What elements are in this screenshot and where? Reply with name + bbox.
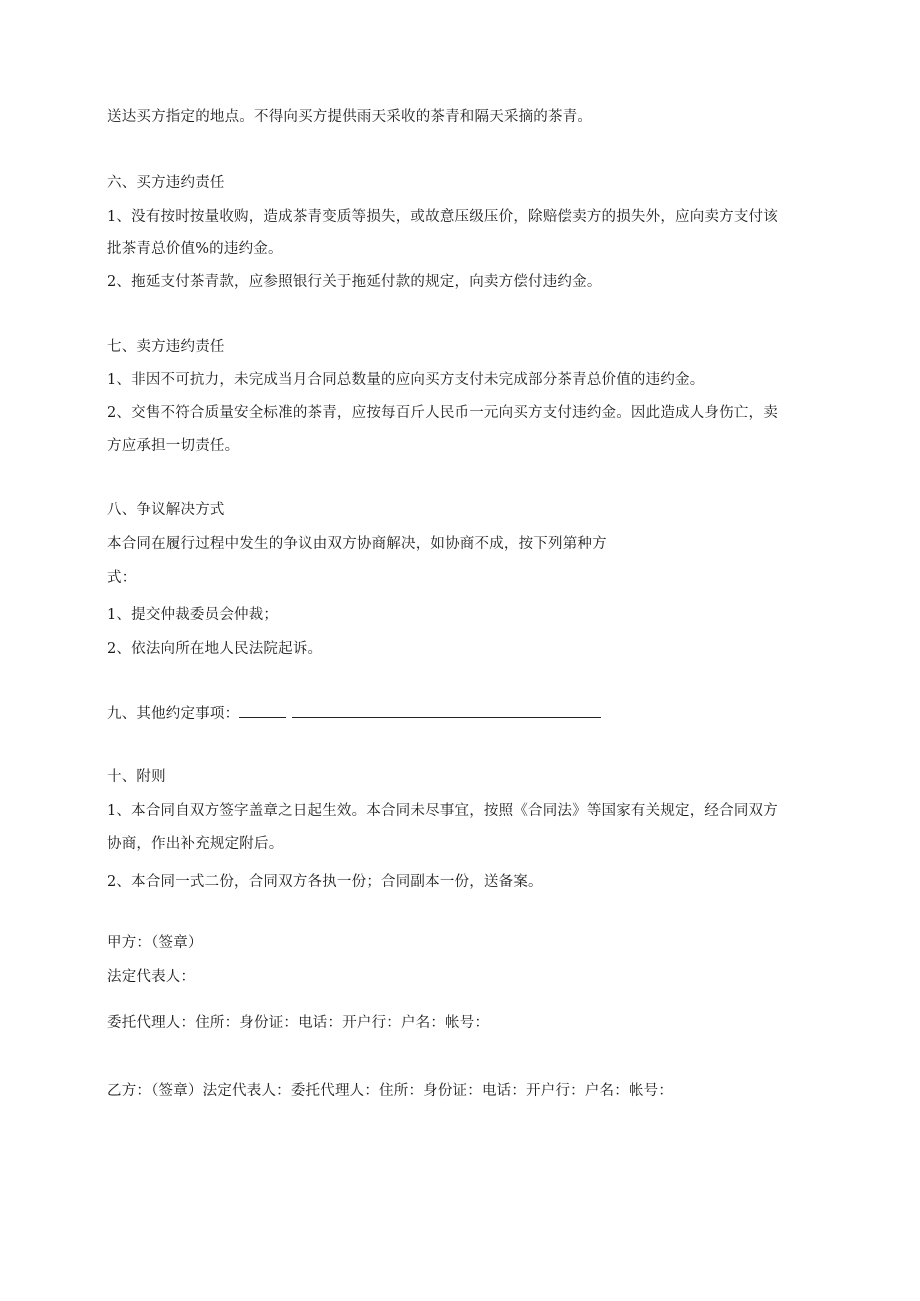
section-10-item-1-line-1: 1、本合同自双方签字盖章之日起生效。本合同未尽事宜，按照《合同法》等国家有关规定，经合同双方 [107,803,778,819]
section-8-heading: 八、争议解决方式 [107,502,225,518]
legal-representative: 法定代表人： [107,969,196,985]
section-9-line [107,703,817,724]
section-6-item-1-line-1: 1、没有按时按量收购，造成茶青变质等损失，或故意压级压价，除赔偿卖方的损失外，应向卖方支付该 [107,209,778,225]
section-7-item-2-line-1: 2、交售不符合质量安全标准的茶青，应按每百斤人民币一元向买方支付违约金。因此造成人身伤亡，卖 [107,405,778,421]
section-7-item-2-line-2: 方应承担一切责任。 [107,438,240,454]
section-6-item-1-line-2: 批茶青总价值%的违约金。 [107,241,283,257]
section-7-heading: 七、卖方违约责任 [107,339,225,355]
section-8-text-line-2: 式： [107,570,137,586]
intro-line: 送达买方指定的地点。不得向买方提供雨天采收的茶青和隔天采摘的茶青。 [107,109,593,125]
section-6-item-2: 2、拖延支付茶青款，应参照银行关于拖延付款的规定，向卖方偿付违约金。 [107,274,602,290]
section-6-heading: 六、买方违约责任 [107,175,225,191]
blank-field-long[interactable] [292,703,601,718]
section-10-item-1-line-2: 协商，作出补充规定附后。 [107,836,284,852]
section-8-item-2: 2、依法向所在地人民法院起诉。 [107,641,323,657]
agent-details-line: 委托代理人：住所：身份证：电话：开户行：户名：帐号： [107,1015,490,1031]
party-b-details-line: 乙方：（签章）法定代表人：委托代理人：住所：身份证：电话：开户行：户名：帐号： [107,1083,674,1099]
section-8-item-1: 1、提交仲裁委员会仲裁； [107,607,279,623]
section-10-item-2: 2、本合同一式二份，合同双方各执一份；合同副本一份，送备案。 [107,874,543,890]
section-10-heading: 十、附则 [107,769,166,785]
section-7-item-1: 1、非因不可抗力，未完成当月合同总数量的应向买方支付未完成部分茶青总价值的违约金。 [107,372,705,388]
section-8-text-line-1: 本合同在履行过程中发生的争议由双方协商解决，如协商不成，按下列第种方 [107,536,607,552]
section-9-heading: 九、其他约定事项： [107,706,240,722]
party-a-signature: 甲方：（签章） [107,935,203,951]
blank-field-short[interactable] [239,703,286,718]
